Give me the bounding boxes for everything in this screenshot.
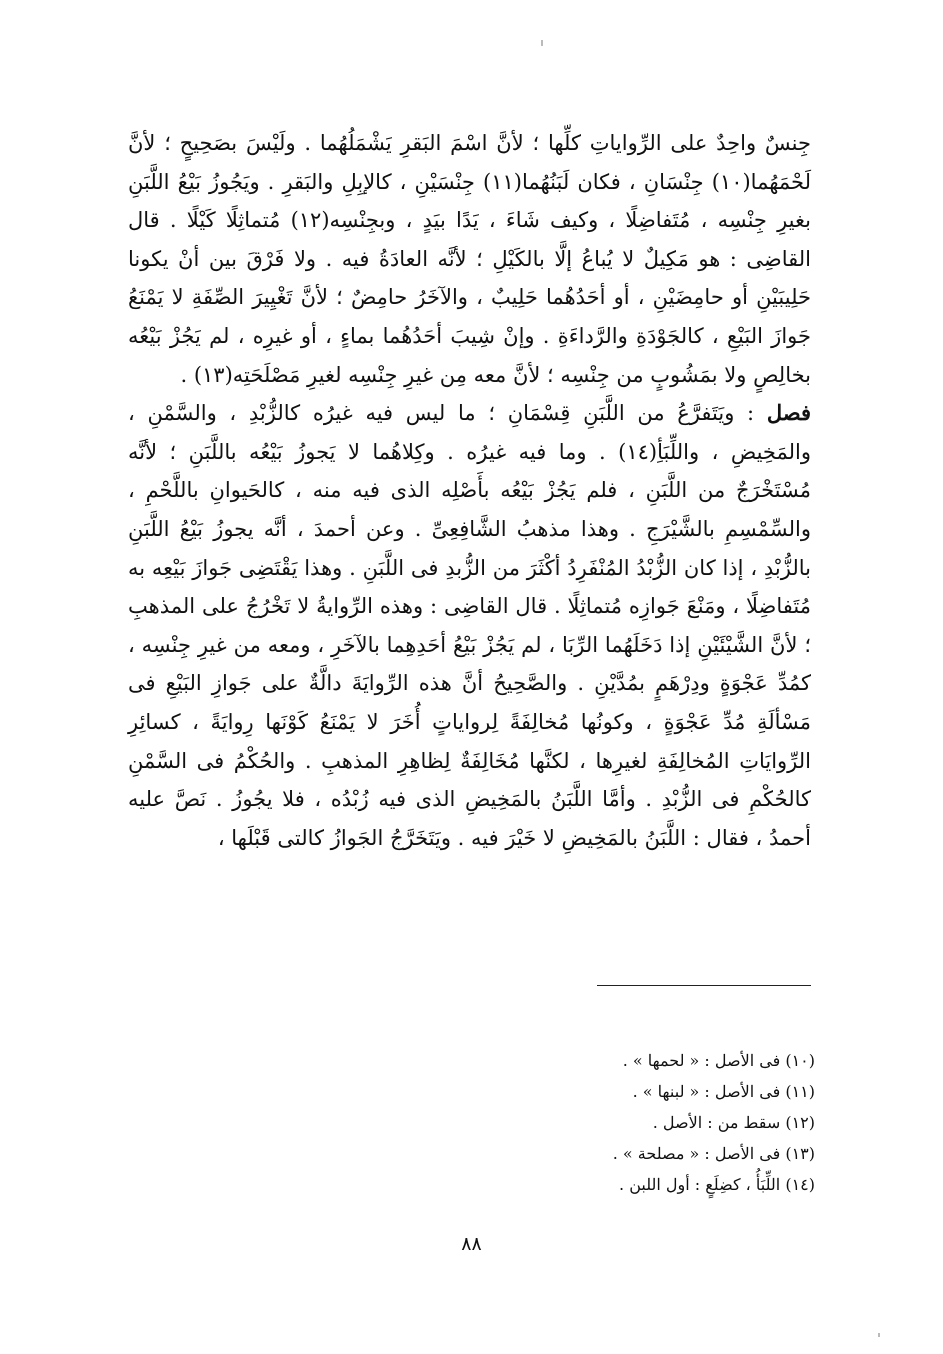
page-number: ٨٨: [461, 1233, 482, 1255]
footnote-14: (١٤) اللِّبَأُ ، كضِلَعٍ : أول اللبن .: [619, 1175, 815, 1194]
paragraph-2: [128, 394, 811, 857]
footnote-13: (١٣) فى الأصل : « مصلحة » .: [612, 1144, 815, 1163]
paragraph-2-text: : ويَتَفرَّعُ من اللَّبَنِ قِسْمَانِ ؛ ما ليس فيه غيرُه كالزُّبْدِ ، والسَّمْنِ ، والمَخِيضِ ، واللِّبَأِ(١٤) . وما فيه غيرُه . وكِلاهُما لا يَجوزُ بَيْعُه باللَّبَنِ ؛ لأنَّه مُسْتَخْرَجٌ من اللَّبَنِ ، فلم يَجُزْ بَيْعُه بأَصْلِه الذى فيه منه ، كالحَيوانِ باللَّحْمِ ، والسِّمْسِمِ بالشَّيْرَجِ . وهذا مذهبُ الشَّافِعِىِّ . وعن أحمدَ ، أنَّه يجوزُ بَيْعُ اللَّبَنِ بالزُّبْدِ ، إذا كان الزُّبْدُ المُنْفَرِدُ أكْثَرَ من الزُّبدِ فى اللَّبَنِ . وهذا يَقْتَضِى جَوازَ بَيْعِه به مُتَفاضِلًا ، ومَنْعَ جَوازِه مُتماثِلًا . قال القاضِى : وهذه الرِّوايةُ لا تَخْرُجُ على المذهبِ ؛ لأنَّ الشَّيْئَيْنِ إذا دَخَلَهُما الرِّبَا ، لم يَجُزْ بَيْعُ أحَدِهِما بالآخَرِ ، ومعه من غيرِ جِنْسِه ، كمُدِّ عَجْوَةٍ ودِرْهَمٍ بمُدَّيْنِ . والصَّحِيحُ أنَّ هذه الرِّوايَةَ دالَّةٌ على جَوازِ البَيْعِ فى مَسْألَةِ مُدِّ عَجْوَةٍ ، وكونُها مُخالِفَةً لِرواياتٍ أُخَرَ لا يَمْنَعُ كَوْنَها رِوايَةً ، كسائِرِ الرِّوايَاتِ المُخالِفَةِ لغيرِها ، لكنَّها مُخَالِفَةٌ لِظاهِرِ المذهبِ . والحُكْمُ فى السَّمْنِ كالحُكْمِ فى الزُّبْدِ . وأمَّا اللَّبَنُ بالمَخِيضِ الذى فيه زُبْدُه ، فلا يجُوزُ . نَصَّ عليه أحمدُ ، فقال : اللَّبَنُ بالمَخِيضِ لا خَيْرَ فيه . ويَتَخَرَّجُ الجَوازُ كالتى قَبْلَها ،: [128, 401, 811, 850]
paragraph-1: [128, 124, 811, 394]
footnotes: [415, 1045, 815, 1200]
footnote-divider: [597, 985, 811, 986]
main-text-block: [128, 124, 811, 857]
paragraph-1-text: جِنسٌ واحِدٌ على الرِّواياتِ كلِّها ؛ لأنَّ اسْمَ البَقرِ يَشْمَلُهُما . ولَيْسَ بصَحِيحٍ ؛ لأنَّ لَحْمَهُما(١٠) جِنْسَانِ ، فكان لَبَنُهُما(١١) جِنْسَيْنِ ، كالإبِلِ والبَقرِ . ويَجُوزُ بَيْعُ اللَّبَنِ بغيرِ جِنْسِه ، مُتَفاضِلًا ، وكيف شَاءَ ، يَدًا بيَدٍ ، وبجِنْسِه(١٢) مُتماثِلًا كَيْلًا . قال القاضِى : هو مَكِيلٌ لا يُباعُ إلَّا بالكَيْلِ ؛ لأنَّه العادَةُ فيه . ولا فَرْقَ بين أنْ يكونا حَلِيبَيْنِ أو حامِضَيْنِ ، أو أحَدُهُما حَلِيبٌ ، والآخَرُ حامِضٌ ؛ لأنَّ تَغْيِيرَ الصِّفَةِ لا يَمْنَعُ جَوازَ البَيْعِ ، كالجَوْدَةِ والرَّداءَةِ . وإنْ شِيبَ أحَدُهُما بماءٍ ، أو غيرِه ، لم يَجُزْ بَيْعُه بخالِصٍ ولا بمَشُوبٍ من جِنْسِه ؛ لأنَّ معه مِن غيرِ جِنْسِه لغيرِ مَصْلَحَتِه(١٣) .: [128, 131, 811, 387]
section-heading: فصل: [766, 400, 811, 426]
footnote-10: (١٠) فى الأصل : « لحمها » .: [622, 1051, 815, 1070]
footnote-12: (١٢) سقط من : الأصل .: [652, 1113, 815, 1132]
scan-mark-bottom: [878, 1333, 880, 1337]
scan-mark-top: [541, 40, 543, 46]
footnote-11: (١١) فى الأصل : « لبنها » .: [632, 1082, 815, 1101]
